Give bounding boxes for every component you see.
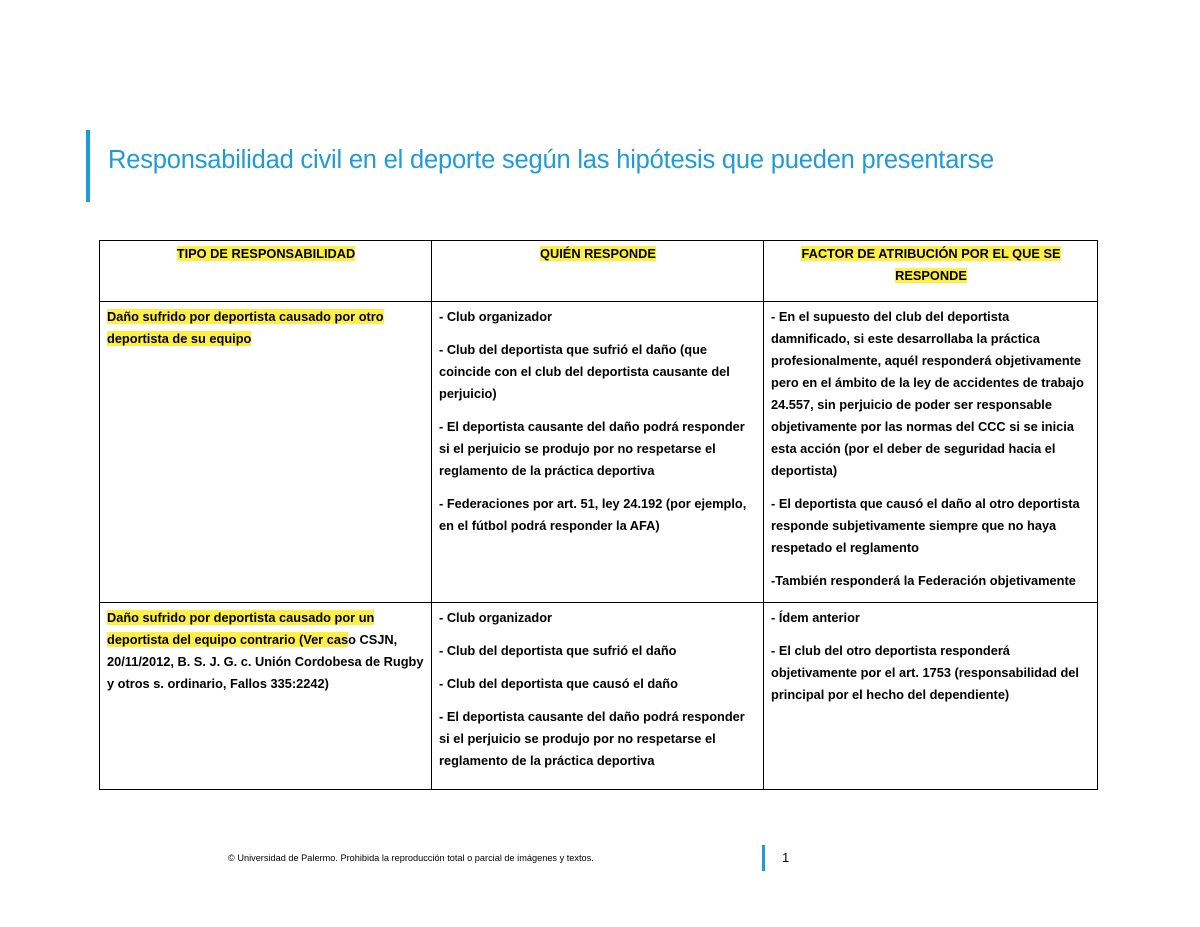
cell-tipo bbox=[100, 302, 432, 603]
copyright-footer: © Universidad de Palermo. Prohibida la reproducción total o parcial de imágenes y textos. bbox=[228, 853, 594, 863]
list-item: - El club del otro deportista responderá objetivamente por el art. 1753 (responsabilidad del principal por el hecho del dependiente) bbox=[771, 643, 1079, 702]
list-item: -También responderá la Federación objetivamente bbox=[771, 573, 1076, 588]
header-cell-tipo: TIPO DE RESPONSABILIDAD bbox=[100, 241, 432, 302]
list-item: - El deportista causante del daño podrá responder si el perjuicio se produjo por no respetarse el reglamento de la práctica deportiva bbox=[439, 709, 745, 768]
list-item: - El deportista causante del daño podrá responder si el perjuicio se produjo por no respetarse el reglamento de la práctica deportiva bbox=[439, 419, 745, 478]
list-item: - Federaciones por art. 51, ley 24.192 (por ejemplo, en el fútbol podrá responder la AFA) bbox=[439, 496, 747, 533]
tipo-text-highlighted: Daño sufrido por deportista causado por un deportista del equipo contrario (Ver cas bbox=[107, 610, 375, 647]
page-number: 1 bbox=[782, 850, 790, 865]
tipo-text: Daño sufrido por deportista causado por otro deportista de su equipo bbox=[107, 309, 384, 346]
list-item: - Club organizador bbox=[439, 309, 553, 324]
list-item: - Club del deportista que causó el daño bbox=[439, 676, 678, 691]
list-item: - El deportista que causó el daño al otro deportista responde subjetivamente siempre que no haya respetado el reglamento bbox=[771, 496, 1080, 555]
tipo-text-citation: o CSJN, 20/11/2012, B. S. J. G. c. Unión Cordobesa de Rugby y otros s. ordinario, Fallos 335:2242) bbox=[107, 632, 424, 691]
cell-tipo bbox=[100, 603, 432, 790]
cell-quien bbox=[432, 603, 764, 790]
table-header-row bbox=[100, 241, 1098, 302]
header-cell-quien: QUIÉN RESPONDE bbox=[432, 241, 764, 302]
cell-factor bbox=[764, 603, 1098, 790]
list-item: - Club del deportista que sufrió el daño (que coincide con el club del deportista causante del perjuicio) bbox=[439, 342, 730, 401]
page-number-accent-bar bbox=[762, 845, 765, 871]
responsibility-table bbox=[99, 240, 1098, 790]
title-accent-bar bbox=[86, 130, 90, 202]
page-title: Responsabilidad civil en el deporte según las hipótesis que pueden presentarse bbox=[108, 146, 995, 174]
header-cell-factor: FACTOR DE ATRIBUCIÓN POR EL QUE SE RESPONDE bbox=[764, 241, 1098, 302]
table-row bbox=[100, 302, 1098, 603]
table-row bbox=[100, 603, 1098, 790]
list-item: - Club organizador bbox=[439, 610, 553, 625]
cell-factor bbox=[764, 302, 1098, 603]
list-item: - Club del deportista que sufrió el daño bbox=[439, 643, 677, 658]
list-item: - Ídem anterior bbox=[771, 610, 860, 625]
list-item: - En el supuesto del club del deportista damnificado, si este desarrollaba la práctica profesionalmente, aquél responderá objetivamente pero en el ámbito de la ley de accidentes de trabajo 24.557, sin perjuicio de poder ser responsable objetivamente por las normas del CCC si se inicia esta acción (por el deber de seguridad hacia el deportista) bbox=[771, 309, 1084, 478]
cell-quien bbox=[432, 302, 764, 603]
